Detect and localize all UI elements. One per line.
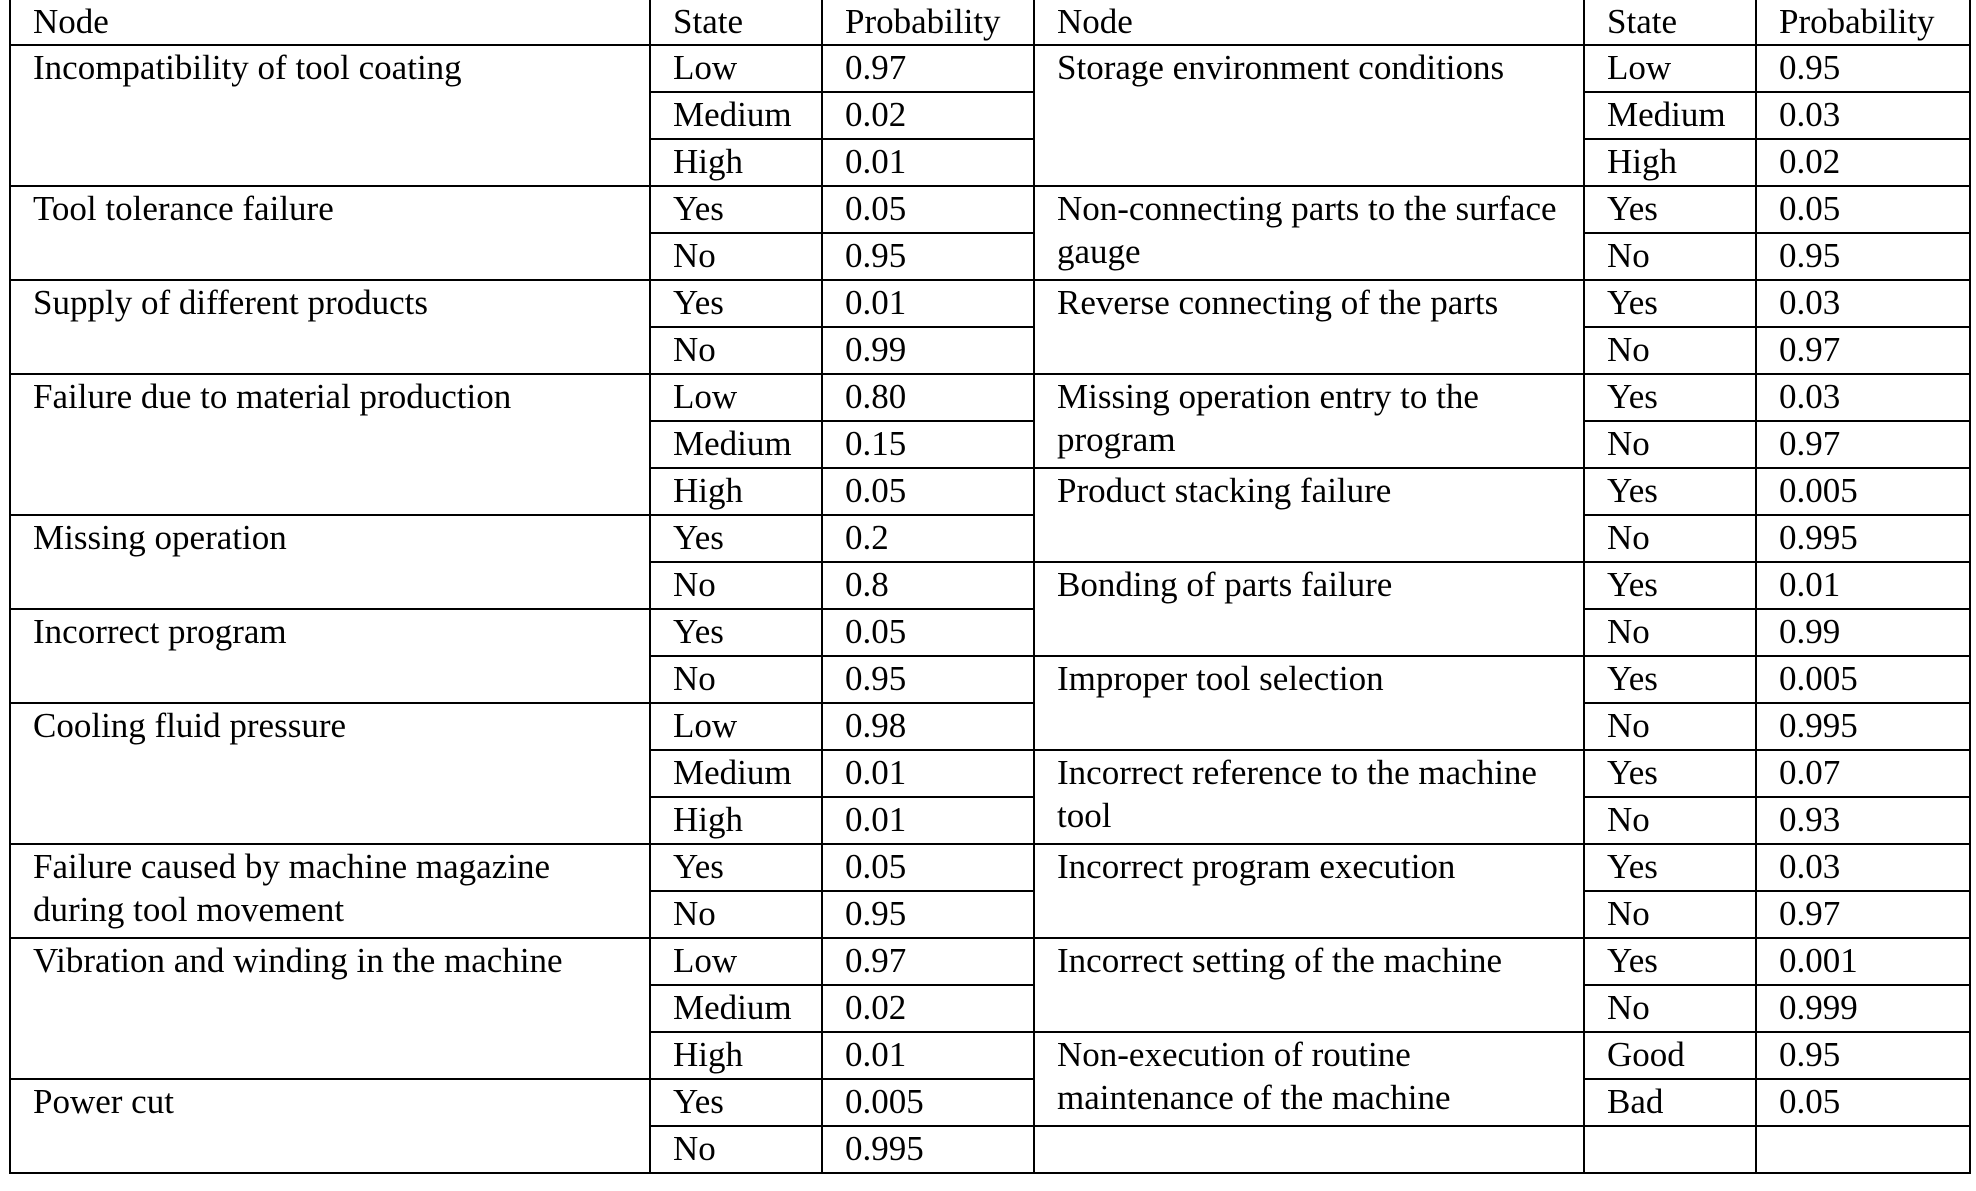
node-cell-left: Incorrect program bbox=[10, 609, 650, 703]
probability-cell-right: 0.02 bbox=[1756, 139, 1970, 186]
state-cell-right: Yes bbox=[1584, 280, 1756, 327]
state-cell-left: Yes bbox=[650, 1079, 822, 1126]
node-cell-right: Product stacking failure bbox=[1034, 468, 1584, 562]
state-cell-right: No bbox=[1584, 327, 1756, 374]
state-cell-left: No bbox=[650, 891, 822, 938]
probability-cell-left: 0.01 bbox=[822, 750, 1034, 797]
state-cell-right: Yes bbox=[1584, 938, 1756, 985]
node-cell-right: Incorrect program execution bbox=[1034, 844, 1584, 938]
node-cell-right: Storage environment conditions bbox=[1034, 45, 1584, 186]
table-row bbox=[10, 703, 1970, 750]
node-cell-right: Missing operation entry to the program bbox=[1034, 374, 1584, 468]
probability-cell-right: 0.995 bbox=[1756, 703, 1970, 750]
table-row bbox=[10, 1079, 1970, 1126]
state-cell-left: High bbox=[650, 139, 822, 186]
state-cell-right: No bbox=[1584, 703, 1756, 750]
probability-cell-right: 0.01 bbox=[1756, 562, 1970, 609]
state-cell-left: Yes bbox=[650, 609, 822, 656]
state-cell-left: Yes bbox=[650, 280, 822, 327]
node-cell-left: Failure due to material production bbox=[10, 374, 650, 515]
probability-cell-right: 0.07 bbox=[1756, 750, 1970, 797]
state-cell-right: No bbox=[1584, 609, 1756, 656]
header-state-left: State bbox=[650, 0, 822, 45]
node-cell-right: Reverse connecting of the parts bbox=[1034, 280, 1584, 374]
probability-cell-right: 0.97 bbox=[1756, 891, 1970, 938]
probability-cell-right: 0.005 bbox=[1756, 656, 1970, 703]
probability-table bbox=[9, 0, 1971, 1174]
probability-cell-left: 0.01 bbox=[822, 797, 1034, 844]
probability-cell-left: 0.8 bbox=[822, 562, 1034, 609]
probability-cell-left: 0.95 bbox=[822, 233, 1034, 280]
state-cell-left: Medium bbox=[650, 92, 822, 139]
probability-cell-right bbox=[1756, 1126, 1970, 1173]
state-cell-left: Yes bbox=[650, 844, 822, 891]
state-cell-left: Low bbox=[650, 703, 822, 750]
probability-cell-right: 0.05 bbox=[1756, 1079, 1970, 1126]
state-cell-right: Medium bbox=[1584, 92, 1756, 139]
probability-cell-left: 0.99 bbox=[822, 327, 1034, 374]
probability-cell-right: 0.97 bbox=[1756, 327, 1970, 374]
state-cell-right: No bbox=[1584, 985, 1756, 1032]
state-cell-left: Yes bbox=[650, 515, 822, 562]
probability-cell-left: 0.80 bbox=[822, 374, 1034, 421]
probability-cell-right: 0.03 bbox=[1756, 844, 1970, 891]
probability-cell-left: 0.05 bbox=[822, 609, 1034, 656]
state-cell-left: No bbox=[650, 562, 822, 609]
node-cell-right: Improper tool selection bbox=[1034, 656, 1584, 750]
header-row bbox=[10, 0, 1970, 45]
probability-cell-left: 0.05 bbox=[822, 468, 1034, 515]
probability-cell-right: 0.99 bbox=[1756, 609, 1970, 656]
node-cell-left: Power cut bbox=[10, 1079, 650, 1173]
state-cell-left: Medium bbox=[650, 750, 822, 797]
probability-cell-left: 0.01 bbox=[822, 139, 1034, 186]
state-cell-left: High bbox=[650, 1032, 822, 1079]
node-cell-left: Tool tolerance failure bbox=[10, 186, 650, 280]
table-row bbox=[10, 844, 1970, 891]
table-row bbox=[10, 515, 1970, 562]
state-cell-right: Yes bbox=[1584, 186, 1756, 233]
node-cell-right bbox=[1034, 1126, 1584, 1173]
probability-cell-left: 0.005 bbox=[822, 1079, 1034, 1126]
state-cell-right: Low bbox=[1584, 45, 1756, 92]
header-node-left: Node bbox=[10, 0, 650, 45]
state-cell-left: Medium bbox=[650, 421, 822, 468]
probability-cell-left: 0.05 bbox=[822, 844, 1034, 891]
state-cell-left: Medium bbox=[650, 985, 822, 1032]
probability-cell-left: 0.02 bbox=[822, 985, 1034, 1032]
probability-cell-left: 0.97 bbox=[822, 938, 1034, 985]
header-probability-left: Probability bbox=[822, 0, 1034, 45]
state-cell-right: No bbox=[1584, 233, 1756, 280]
state-cell-right: Good bbox=[1584, 1032, 1756, 1079]
probability-cell-left: 0.01 bbox=[822, 1032, 1034, 1079]
node-cell-right: Incorrect setting of the machine bbox=[1034, 938, 1584, 1032]
probability-cell-left: 0.97 bbox=[822, 45, 1034, 92]
state-cell-right: Yes bbox=[1584, 562, 1756, 609]
table-row bbox=[10, 186, 1970, 233]
node-cell-right: Incorrect reference to the machine tool bbox=[1034, 750, 1584, 844]
node-cell-left: Supply of different products bbox=[10, 280, 650, 374]
state-cell-right: Yes bbox=[1584, 468, 1756, 515]
state-cell-left: No bbox=[650, 233, 822, 280]
probability-cell-left: 0.995 bbox=[822, 1126, 1034, 1173]
node-cell-left: Failure caused by machine magazine during tool movement bbox=[10, 844, 650, 938]
state-cell-right bbox=[1584, 1126, 1756, 1173]
state-cell-right: Yes bbox=[1584, 844, 1756, 891]
state-cell-right: No bbox=[1584, 515, 1756, 562]
table-row bbox=[10, 45, 1970, 92]
probability-cell-left: 0.01 bbox=[822, 280, 1034, 327]
state-cell-right: Yes bbox=[1584, 656, 1756, 703]
probability-cell-right: 0.995 bbox=[1756, 515, 1970, 562]
node-cell-right: Bonding of parts failure bbox=[1034, 562, 1584, 656]
state-cell-right: Yes bbox=[1584, 374, 1756, 421]
node-cell-left: Vibration and winding in the machine bbox=[10, 938, 650, 1079]
probability-cell-right: 0.001 bbox=[1756, 938, 1970, 985]
probability-cell-right: 0.95 bbox=[1756, 233, 1970, 280]
probability-cell-right: 0.95 bbox=[1756, 45, 1970, 92]
node-cell-right: Non-execution of routine maintenance of the machine bbox=[1034, 1032, 1584, 1126]
state-cell-left: Low bbox=[650, 45, 822, 92]
probability-cell-right: 0.03 bbox=[1756, 92, 1970, 139]
state-cell-left: High bbox=[650, 468, 822, 515]
node-cell-right: Non-connecting parts to the surface gauge bbox=[1034, 186, 1584, 280]
node-cell-left: Cooling fluid pressure bbox=[10, 703, 650, 844]
probability-cell-right: 0.999 bbox=[1756, 985, 1970, 1032]
probability-cell-left: 0.98 bbox=[822, 703, 1034, 750]
probability-cell-right: 0.005 bbox=[1756, 468, 1970, 515]
state-cell-left: Yes bbox=[650, 186, 822, 233]
table-row bbox=[10, 280, 1970, 327]
probability-cell-right: 0.05 bbox=[1756, 186, 1970, 233]
state-cell-right: Yes bbox=[1584, 750, 1756, 797]
state-cell-right: Bad bbox=[1584, 1079, 1756, 1126]
state-cell-right: No bbox=[1584, 421, 1756, 468]
state-cell-right: High bbox=[1584, 139, 1756, 186]
state-cell-left: Low bbox=[650, 938, 822, 985]
state-cell-right: No bbox=[1584, 891, 1756, 938]
probability-cell-right: 0.97 bbox=[1756, 421, 1970, 468]
table-row bbox=[10, 938, 1970, 985]
probability-cell-left: 0.95 bbox=[822, 656, 1034, 703]
probability-cell-left: 0.2 bbox=[822, 515, 1034, 562]
node-cell-left: Incompatibility of tool coating bbox=[10, 45, 650, 186]
probability-cell-right: 0.93 bbox=[1756, 797, 1970, 844]
probability-cell-left: 0.05 bbox=[822, 186, 1034, 233]
header-probability-right: Probability bbox=[1756, 0, 1970, 45]
probability-cell-left: 0.15 bbox=[822, 421, 1034, 468]
probability-cell-right: 0.03 bbox=[1756, 280, 1970, 327]
probability-cell-right: 0.03 bbox=[1756, 374, 1970, 421]
state-cell-left: High bbox=[650, 797, 822, 844]
state-cell-left: No bbox=[650, 656, 822, 703]
state-cell-left: Low bbox=[650, 374, 822, 421]
header-state-right: State bbox=[1584, 0, 1756, 45]
probability-cell-left: 0.95 bbox=[822, 891, 1034, 938]
state-cell-right: No bbox=[1584, 797, 1756, 844]
table-row bbox=[10, 374, 1970, 421]
probability-cell-right: 0.95 bbox=[1756, 1032, 1970, 1079]
state-cell-left: No bbox=[650, 327, 822, 374]
node-cell-left: Missing operation bbox=[10, 515, 650, 609]
header-node-right: Node bbox=[1034, 0, 1584, 45]
probability-cell-left: 0.02 bbox=[822, 92, 1034, 139]
state-cell-left: No bbox=[650, 1126, 822, 1173]
table-row bbox=[10, 609, 1970, 656]
